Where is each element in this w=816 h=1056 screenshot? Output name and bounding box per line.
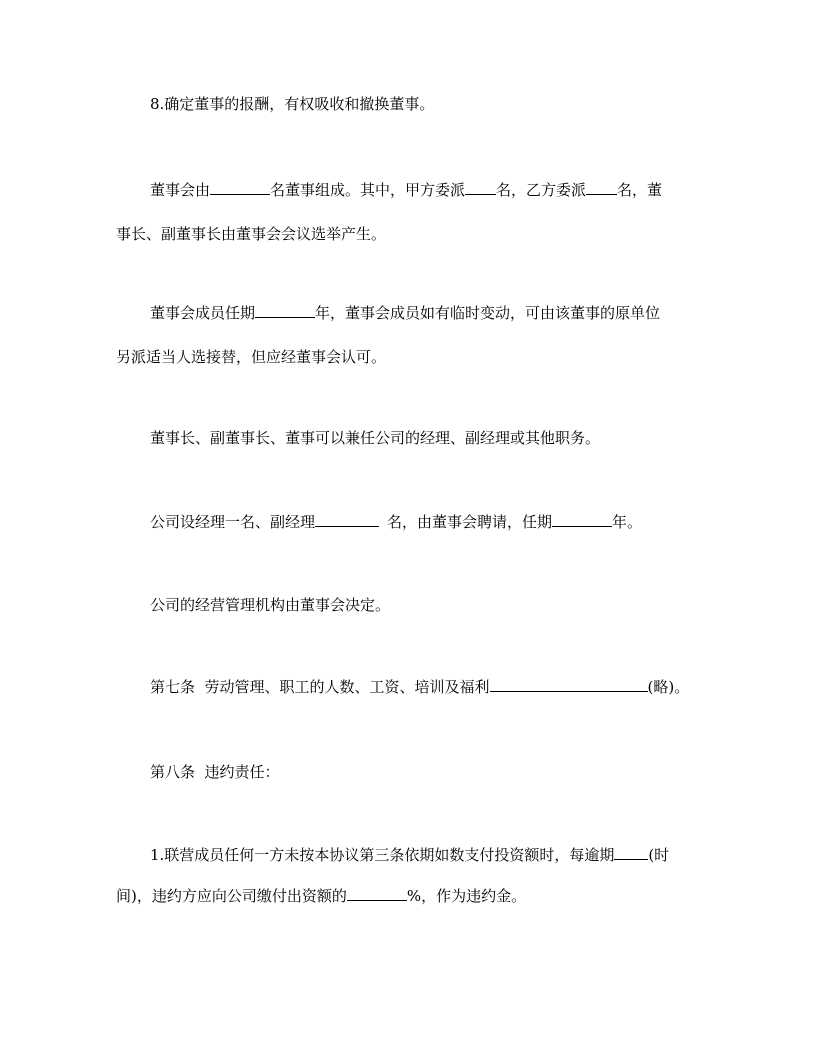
breach-clause-line-2 xyxy=(116,886,526,906)
text-segment: 另派适当人选接替，但应经董事会认可。 xyxy=(116,348,387,366)
text-segment: 名，董 xyxy=(617,181,663,199)
fill-in-blank xyxy=(210,180,270,195)
fill-in-blank xyxy=(255,303,315,318)
text-segment: 名董事组成。其中，甲方委派 xyxy=(270,181,466,199)
text-segment: 年，董事会成员如有临时变动，可由该董事的原单位 xyxy=(315,304,661,322)
text-segment: 董事长、副董事长、董事可以兼任公司的经理、副经理或其他职务。 xyxy=(150,429,601,447)
text-segment: (略)。 xyxy=(647,678,690,696)
text-segment: 公司的经营管理机构由董事会决定。 xyxy=(150,596,391,614)
text-segment: 董事会由 xyxy=(150,181,211,199)
text-segment: 间)，违约方应向公司缴付出资额的 xyxy=(116,887,347,905)
management-structure-line xyxy=(150,595,390,615)
clause-8-line xyxy=(150,94,434,114)
article-8-heading xyxy=(150,762,280,782)
text-segment: (时 xyxy=(648,846,670,864)
fill-in-blank xyxy=(490,677,648,692)
manager-appointment-line xyxy=(150,512,642,532)
breach-clause-line-1 xyxy=(150,845,669,865)
text-segment: 第八条 违约责任： xyxy=(150,763,280,781)
article-7-line xyxy=(150,677,689,697)
fill-in-blank xyxy=(586,180,617,195)
text-segment: 公司设经理一名、副经理 xyxy=(150,513,316,531)
text-segment: 名，乙方委派 xyxy=(496,181,587,199)
text-segment: 年。 xyxy=(612,513,643,531)
board-term-line-1 xyxy=(150,303,660,323)
fill-in-blank xyxy=(465,180,496,195)
board-composition-line-1 xyxy=(150,180,662,200)
text-segment: 事长、副董事长由董事会会议选举产生。 xyxy=(116,225,387,243)
text-segment: 1.联营成员任何一方未按本协议第三条依期如数支付投资额时，每逾期 xyxy=(150,846,615,864)
fill-in-blank xyxy=(347,886,407,901)
fill-in-blank xyxy=(614,845,648,860)
concurrent-positions-line xyxy=(150,428,600,448)
fill-in-blank xyxy=(552,512,612,527)
fill-in-blank xyxy=(315,512,379,527)
board-composition-line-2 xyxy=(116,224,386,244)
board-term-line-2 xyxy=(116,347,386,367)
text-segment: 8.确定董事的报酬，有权吸收和撤换董事。 xyxy=(150,95,435,113)
text-segment: 名，由董事会聘请，任期 xyxy=(387,513,553,531)
text-segment: %，作为违约金。 xyxy=(406,887,527,905)
text-segment: 第七条 劳动管理、职工的人数、工资、培训及福利 xyxy=(150,678,490,696)
text-segment: 董事会成员任期 xyxy=(150,304,256,322)
